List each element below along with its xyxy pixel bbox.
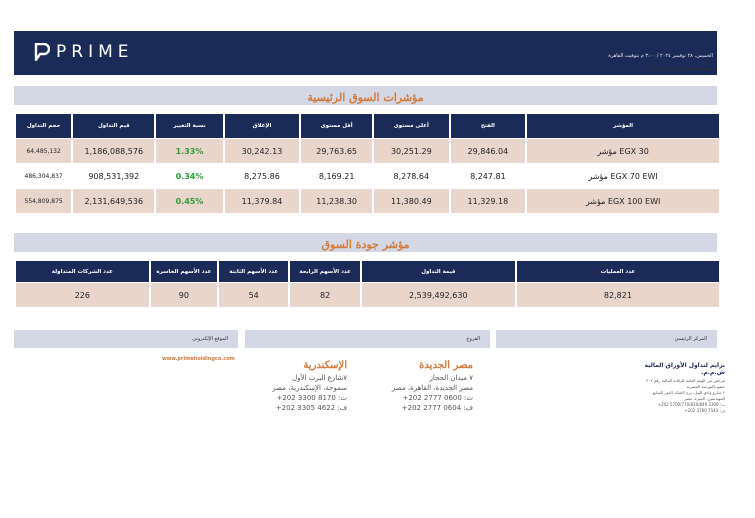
hq-line: ٢ شارع وادي النيل، برج الحياة، الدور السابع — [652, 390, 725, 395]
branch-name: الإسكندرية — [303, 360, 347, 371]
branch-phone: ت: 0600 2777 202+ — [402, 394, 473, 402]
col-close: الإغلاق — [225, 114, 300, 138]
hq-phone: ت: 3300 5700/770/830/849 202+ — [657, 402, 725, 407]
cell-change: 0.45% — [156, 189, 222, 213]
hq-fax: ف: 7543 3760 202+ — [684, 408, 725, 413]
branch-phone: ت: 8170 3300 202+ — [276, 394, 347, 402]
cell-open: 8,247.81 — [451, 164, 526, 188]
branch-alexandria — [272, 360, 347, 413]
cell-index: مؤشر EGX 70 EWI — [527, 164, 719, 188]
report-subtitle: مصر/ إحصائيات جلسة التداول — [650, 66, 713, 72]
hq-header: المركز الرئيسي — [496, 330, 717, 348]
table-row — [16, 189, 719, 213]
cell-volume: 64,485,132 — [16, 139, 71, 163]
indices-table — [14, 113, 721, 214]
cell-high: 30,251.29 — [374, 139, 449, 163]
cell-close: 30,242.13 — [225, 139, 300, 163]
cell-losers: 90 — [151, 283, 217, 307]
cell-gainers: 82 — [290, 283, 359, 307]
col-volume: حجم التداول — [16, 114, 71, 138]
table-row — [16, 164, 719, 188]
cell-traded-value: 2,539,492,630 — [362, 283, 515, 307]
website-header: الموقع الإلكتروني — [14, 330, 238, 348]
col-unchanged: عدد الأسهم الثابتة — [219, 261, 288, 282]
col-low: أقل مستوى — [301, 114, 372, 138]
col-gainers: عدد الأسهم الرابحة — [290, 261, 359, 282]
cell-index: مؤشر EGX 100 EWI — [527, 189, 719, 213]
col-open: الفتح — [451, 114, 526, 138]
cell-transactions: 82,821 — [517, 283, 719, 307]
branch-heliopolis — [392, 360, 473, 413]
hq-line: المهندسين، الجيزة، مصر — [684, 396, 725, 401]
branch-line: ٧شارع اليرت الأول — [292, 374, 347, 382]
quality-table — [14, 260, 721, 308]
report-date: الخميس، ٢٨ نوفمبر ٢٠٢٤ / ٣:٠٠ م بتوقيت القاهرة — [608, 53, 713, 59]
cell-close: 11,379.84 — [225, 189, 300, 213]
branches-header: الفروع — [245, 330, 490, 348]
col-transactions: عدد العمليات — [517, 261, 719, 282]
cell-high: 11,380.49 — [374, 189, 449, 213]
hq-name: برايم لتداول الأوراق المالية ش.م.م. — [644, 362, 725, 376]
prime-logo-icon — [34, 43, 50, 61]
col-value: قيم التداول — [73, 114, 154, 138]
cell-high: 8,278.64 — [374, 164, 449, 188]
cell-volume: 486,304,837 — [16, 164, 71, 188]
cell-value: 1,186,088,576 — [73, 139, 154, 163]
hq-line: عضو بالبورصة المصرية — [686, 384, 725, 389]
website-link[interactable]: www.primeholdingco.com — [162, 356, 235, 362]
branch-name: مصر الجديدة — [419, 360, 473, 371]
cell-change: 1.33% — [156, 139, 222, 163]
col-index: المؤشر — [527, 114, 719, 138]
col-change: نسبة التغيير — [156, 114, 222, 138]
branch-line: سموحة، الإسكندرية، مصر — [272, 384, 347, 392]
cell-open: 29,846.04 — [451, 139, 526, 163]
cell-unchanged: 54 — [219, 283, 288, 307]
col-high: أعلى مستوى — [374, 114, 449, 138]
branch-line: مصر الجديدة، القاهرة، مصر — [391, 384, 473, 392]
branch-fax: ف: 0604 2777 202+ — [401, 404, 473, 412]
brand-wordmark: PRIME — [56, 42, 134, 62]
cell-value: 908,531,392 — [73, 164, 154, 188]
col-traded-companies: عدد الشركات المتداولة — [16, 261, 149, 282]
table-row — [16, 283, 719, 307]
brand-logo — [34, 41, 134, 63]
branch-fax: ف: 4622 3305 202+ — [275, 404, 347, 412]
col-traded-value: قيمة التداول — [362, 261, 515, 282]
quality-section-title: مؤشر جودة السوق — [14, 233, 717, 252]
indices-section-title: مؤشرات السوق الرئيسية — [14, 86, 717, 105]
cell-index: مؤشر EGX 30 — [527, 139, 719, 163]
cell-volume: 554,809,875 — [16, 189, 71, 213]
cell-low: 29,763.65 — [301, 139, 372, 163]
cell-change: 0.34% — [156, 164, 222, 188]
cell-open: 11,329.18 — [451, 189, 526, 213]
cell-low: 11,238.30 — [301, 189, 372, 213]
cell-traded-companies: 226 — [16, 283, 149, 307]
hq-address — [625, 362, 725, 414]
branch-line: ٧ ميدان الحجاز — [429, 374, 473, 382]
col-losers: عدد الأسهم الخاسرة — [151, 261, 217, 282]
hq-line: مرخص من الهيئة العامة للرقابة المالية رقم ٣٠٢ — [646, 378, 725, 383]
cell-close: 8,275.86 — [225, 164, 300, 188]
cell-value: 2,131,649,536 — [73, 189, 154, 213]
cell-low: 8,169.21 — [301, 164, 372, 188]
table-row — [16, 139, 719, 163]
